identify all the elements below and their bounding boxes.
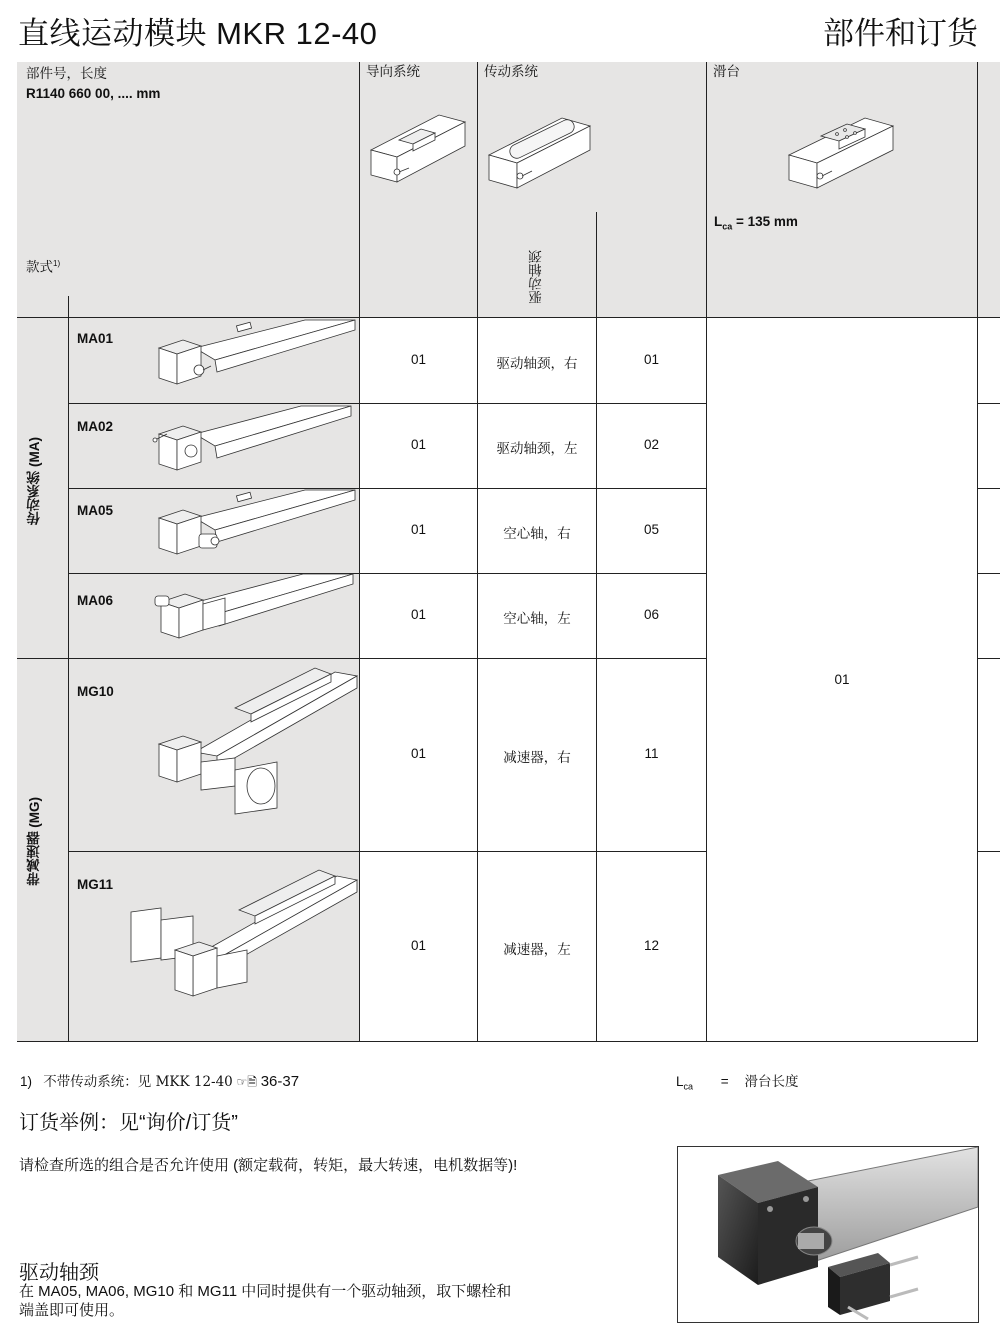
variant-code: MA05: [77, 503, 114, 518]
drive-code: 12: [643, 938, 660, 953]
drive-code: 01: [643, 352, 660, 367]
guide-value: 01: [410, 746, 427, 761]
drive-type: 空心轴，右: [503, 526, 571, 542]
drive-code: 06: [643, 607, 660, 622]
carriage-value: 01: [834, 672, 850, 687]
variant-mg11-drawing: [129, 864, 357, 1004]
part-number-label: 部件号，长度: [26, 66, 107, 81]
edge-background: [978, 62, 1000, 317]
drive-type: 驱动轴颈，右: [496, 356, 578, 372]
drive-type: 驱动轴颈，左: [496, 441, 578, 457]
order-example-heading: 订货举例：见“询价/订货”: [19, 1112, 238, 1134]
variant-code: MA02: [77, 419, 114, 434]
variant-mg10-drawing: [155, 662, 357, 832]
carriage-label: 滑台: [713, 64, 740, 79]
variant-code: MG11: [77, 877, 114, 892]
footnote-1: 1) 不带传动系统：见 MKK 12-40 ☞🗎 36-37: [20, 1073, 300, 1090]
drive-type: 减速器，右: [503, 750, 571, 766]
reference-icon: ☞🗎: [236, 1075, 257, 1089]
drive-journal-text: 在 MA05, MA06, MG10 和 MG11 中同时提供有一个驱动轴颈，取下螺栓和 端盖即可使用。: [19, 1283, 512, 1319]
drive-journal-label: 驱动轴颈: [529, 250, 544, 304]
variant-code: MA01: [77, 331, 114, 346]
lca-legend: $L_{ca}$ = 滑台长度: [676, 1074, 799, 1092]
group-label-mg: 带减速器 (MG): [27, 797, 42, 886]
page-title: 直线运动模块 MKR 12-40: [18, 16, 378, 51]
variant-label: 款式$^{1)}$: [26, 259, 61, 275]
drive-system-drawing: [487, 110, 592, 190]
variant-ma05-drawing: [155, 490, 355, 562]
order-table: [17, 62, 1000, 1042]
group-label-ma: 传动系统 (MA): [27, 437, 42, 525]
guide-value: 01: [410, 607, 427, 622]
combination-check-note: 请检查所选的组合是否允许使用 (额定载荷，转矩，最大转速，电机数据等)!: [19, 1157, 518, 1174]
carriage-drawing: [787, 110, 897, 190]
drive-code: 02: [643, 437, 660, 452]
drive-type: 减速器，左: [503, 942, 571, 958]
drive-code: 05: [643, 522, 660, 537]
variant-ma01-drawing: [155, 320, 355, 390]
carriage-length: $L_{ca} = 135$ mm: [714, 214, 798, 232]
guide-value: 01: [410, 938, 427, 953]
section-title: 部件和订货: [823, 16, 978, 51]
drive-journal-heading: 驱动轴颈: [19, 1262, 99, 1284]
guide-system-label: 导向系统: [366, 64, 420, 79]
part-number-value: R1140 660 00, .... mm: [26, 86, 161, 101]
variant-ma06-drawing: [153, 574, 353, 646]
product-photo: [677, 1146, 979, 1323]
variant-ma02-drawing: [151, 406, 351, 476]
guide-value: 01: [410, 352, 427, 367]
drive-type: 空心轴，左: [503, 611, 571, 627]
variant-code: MA06: [77, 593, 114, 608]
variant-code: MG10: [77, 684, 114, 699]
guide-value: 01: [410, 437, 427, 452]
drive-code: 11: [644, 746, 659, 761]
guide-system-drawing: [369, 110, 469, 185]
guide-value: 01: [410, 522, 427, 537]
drive-system-label: 传动系统: [484, 64, 538, 79]
